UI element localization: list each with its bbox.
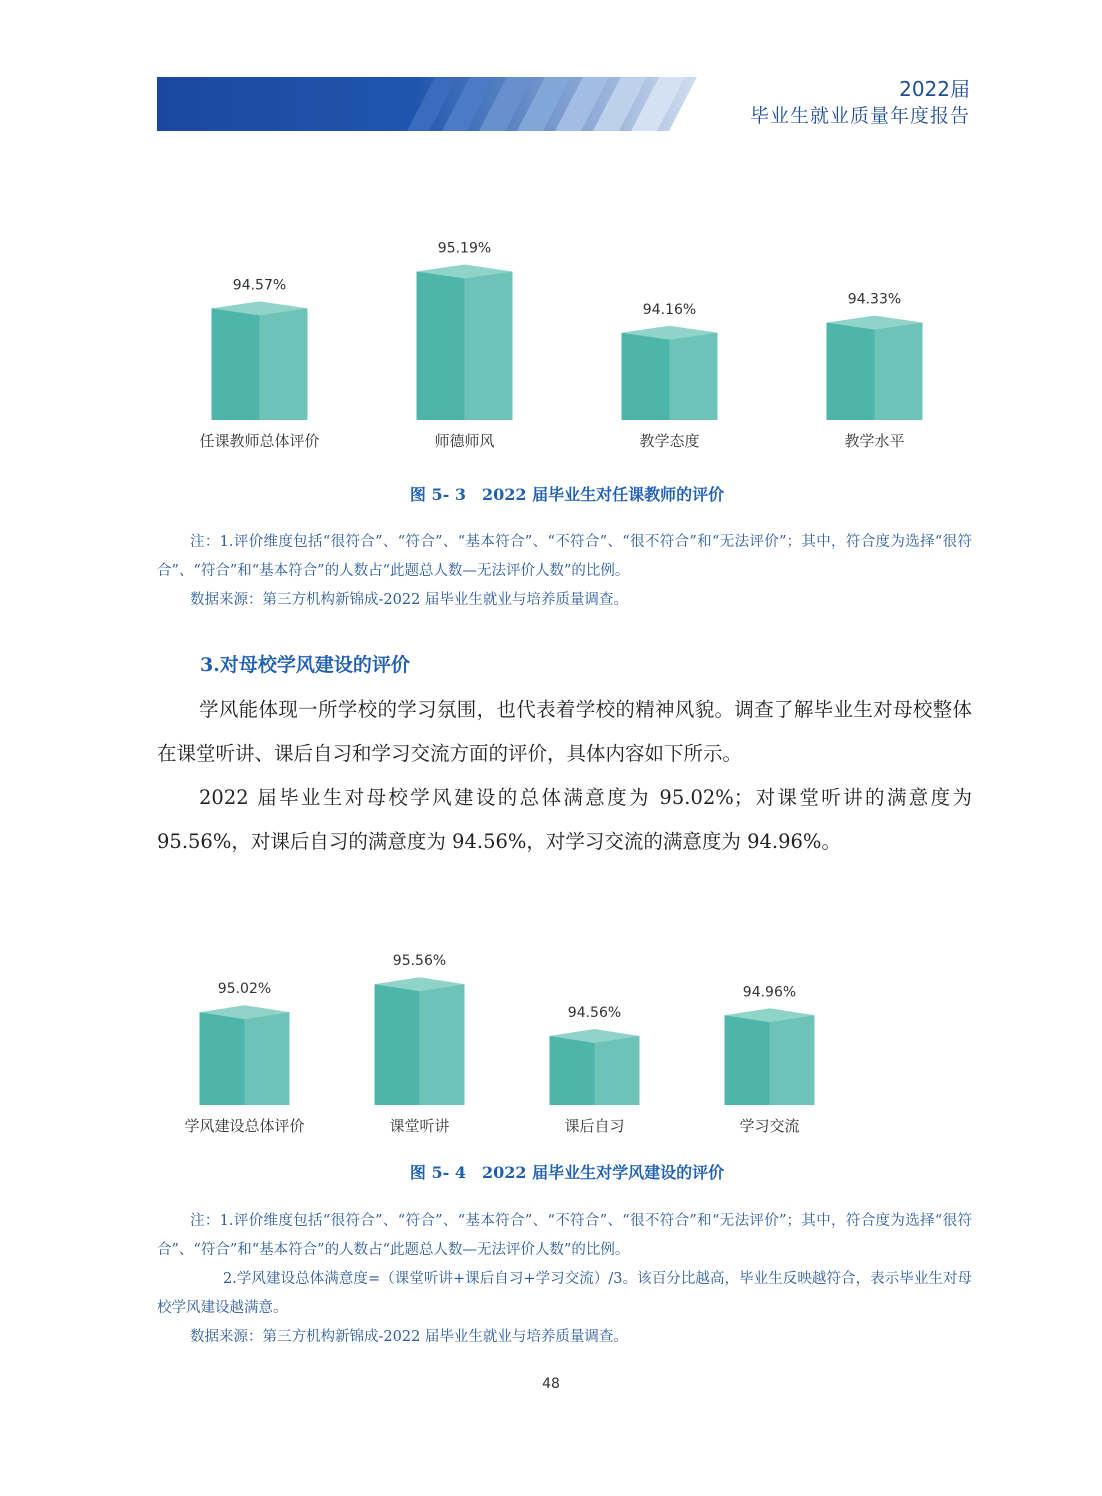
banner-stripes-graphic bbox=[157, 77, 732, 131]
bar-front-face bbox=[550, 1036, 595, 1105]
bar-side-face bbox=[770, 1015, 815, 1105]
category-label: 任课教师总体评价 bbox=[199, 432, 320, 450]
bar-value-label: 95.19% bbox=[437, 240, 492, 257]
header-title bbox=[750, 76, 970, 130]
bar-value-label: 95.56% bbox=[392, 953, 447, 970]
bar-value-label: 94.96% bbox=[742, 984, 797, 1001]
category-label: 师德师风 bbox=[434, 432, 495, 450]
bar-front-face bbox=[622, 333, 670, 420]
note-block-2 bbox=[157, 1207, 972, 1352]
note-block-1 bbox=[157, 528, 972, 615]
body-paragraph-2: 2022 届毕业生对母校学风建设的总体满意度为 95.02%；对课堂听讲的满意度为 95.56%，对课后自习的满意度为 94.56%，对学习交流的满意度为 94.96%。 bbox=[157, 786, 972, 853]
bar-1 bbox=[200, 1005, 290, 1105]
bar-side-face bbox=[875, 323, 923, 420]
bar-4 bbox=[827, 316, 923, 420]
bar-3 bbox=[622, 326, 718, 420]
bar-2 bbox=[417, 265, 513, 420]
note-2-source: 数据来源：第三方机构新锦成-2022 届毕业生就业与培养质量调查。 bbox=[190, 1329, 628, 1345]
header-banner bbox=[157, 77, 732, 131]
bar-side-face bbox=[595, 1036, 640, 1105]
bar-front-face bbox=[417, 272, 465, 420]
category-label: 学习交流 bbox=[739, 1117, 800, 1135]
note-1-text: 注：1.评价维度包括“很符合”、“符合”、“基本符合”、“不符合”、“很不符合”和“无法评价”；其中，符合度为选择“很符合”、“符合”和“基本符合”的人数占“此题总人数—无法评价人数”的比例。 bbox=[157, 534, 972, 579]
note-2-text: 注：1.评价维度包括“很符合”、“符合”、“基本符合”、“不符合”、“很不符合”和“无法评价”；其中，符合度为选择“很符合”、“符合”和“基本符合”的人数占“此题总人数—无法评价人数”的比例。 bbox=[157, 1213, 972, 1258]
chart-study-style-evaluation-svg bbox=[157, 930, 977, 1145]
header-year: 2022届 bbox=[899, 77, 970, 101]
bar-2 bbox=[375, 977, 465, 1105]
category-label: 学风建设总体评价 bbox=[184, 1117, 305, 1135]
header-subtitle: 毕业生就业质量年度报告 bbox=[749, 105, 970, 127]
bar-1 bbox=[212, 301, 308, 420]
chart-teacher-evaluation bbox=[157, 220, 977, 465]
bar-side-face bbox=[465, 272, 513, 420]
chart-teacher-evaluation-svg bbox=[157, 220, 977, 465]
bar-value-label: 94.56% bbox=[567, 1005, 622, 1022]
bar-front-face bbox=[827, 323, 875, 420]
bar-3 bbox=[550, 1029, 640, 1105]
note-2-formula: 2.学风建设总体满意度=（课堂听讲+课后自习+学习交流）/3。该百分比越高，毕业生反映越符合，表示毕业生对母校学风建设越满意。 bbox=[157, 1271, 972, 1316]
bar-front-face bbox=[725, 1015, 770, 1105]
bar-4 bbox=[725, 1008, 815, 1105]
bar-front-face bbox=[200, 1012, 245, 1105]
section-title: 3.对母校学风建设的评价 bbox=[200, 654, 410, 676]
figure-caption-5-4: 图 5- 4 2022 届毕业生对学风建设的评价 bbox=[409, 1163, 725, 1182]
bar-value-label: 94.16% bbox=[642, 301, 697, 318]
category-label: 课堂听讲 bbox=[389, 1117, 450, 1135]
bar-side-face bbox=[245, 1012, 290, 1105]
bar-side-face bbox=[670, 333, 718, 420]
bar-value-label: 94.57% bbox=[232, 277, 287, 294]
bar-front-face bbox=[212, 308, 260, 420]
figure-caption-5-3: 图 5- 3 2022 届毕业生对任课教师的评价 bbox=[409, 485, 725, 504]
category-label: 教学水平 bbox=[844, 432, 905, 450]
page-number: 48 bbox=[542, 1376, 560, 1392]
category-label: 教学态度 bbox=[639, 432, 700, 450]
section-body bbox=[157, 688, 972, 864]
bar-value-label: 94.33% bbox=[847, 291, 902, 308]
bar-side-face bbox=[260, 308, 308, 420]
bar-front-face bbox=[375, 984, 420, 1105]
body-paragraph-1: 学风能体现一所学校的学习氛围，也代表着学校的精神风貌。调查了解毕业生对母校整体在课堂听讲、课后自习和学习交流方面的评价，具体内容如下所示。 bbox=[157, 698, 972, 765]
chart-study-style-evaluation bbox=[157, 930, 977, 1145]
bar-side-face bbox=[420, 984, 465, 1105]
bar-value-label: 95.02% bbox=[217, 981, 272, 998]
note-1-source: 数据来源：第三方机构新锦成-2022 届毕业生就业与培养质量调查。 bbox=[190, 592, 628, 608]
category-label: 课后自习 bbox=[564, 1117, 625, 1135]
